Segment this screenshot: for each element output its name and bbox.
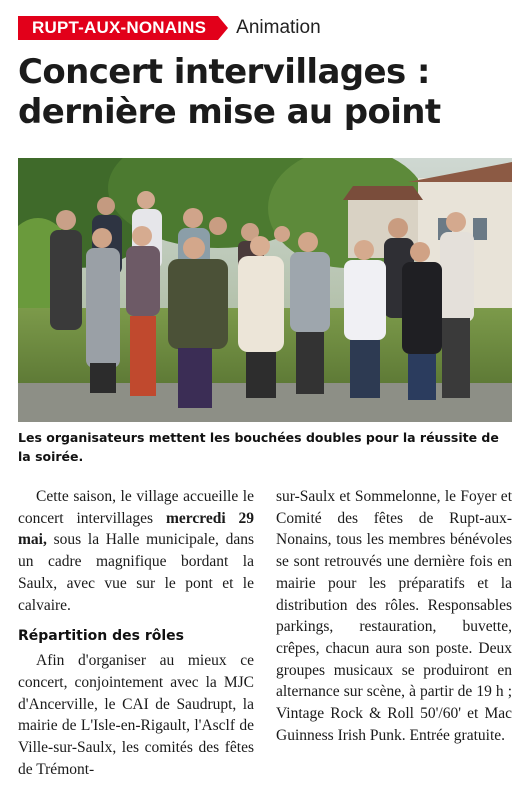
locality-tag: RUPT-AUX-NONAINS (18, 16, 218, 40)
kicker (18, 16, 321, 40)
subheading: Répartition des rôles (18, 628, 184, 645)
group-photo (18, 158, 512, 422)
headline-line-2: dernière mise au point (18, 92, 441, 132)
article-column-2 (276, 486, 512, 746)
article-paragraph-2: Afin d'organiser au mieux ce concert, conjointement avec la MJC d'Ancerville, le CAI de Saudrupt, la mairie de L'Isle-en-Rigault, l'Asclf de Ville-sur-Saulx, les comités des fêtes de Trémont- (18, 652, 254, 778)
photo-caption: Les organisateurs mettent les bouchées doubles pour la réussite de la soirée. (18, 430, 499, 464)
paragraph-1-text-b: sous la Halle municipale, dans un cadre magnifique bordant la Saulx, avec vue sur le pont et le calvaire. (18, 531, 254, 614)
paragraph-1-date: mercredi 29 mai, (18, 509, 254, 549)
rubric-label: Animation (236, 17, 321, 38)
article-paragraph-2-continued: sur-Saulx et Sommelonne, le Foyer et Comité des fêtes de Rupt-aux-Nonains, tous les membres bénévoles se sont retrouvés une dernière fois en mairie pour les préparatifs et la distribution des rôles. Responsables parkings, restauration, buvette, crêpes, chacun aura son poste. Deux groupes musicaux se produiront en alternance sur scène, à partir de 19 h ; Vintage Rock & Roll 50'/60' et Mac Guinness Irish Punk. Entrée gratuite. (276, 488, 512, 744)
headline-line-1: Concert intervillages : (18, 52, 430, 92)
group-photo-illustration (18, 158, 512, 422)
article-column-1 (18, 486, 254, 780)
headline (18, 52, 518, 132)
article-paragraph-1 (18, 486, 254, 616)
paragraph-1-text-a: Cette saison, le village accueille le concert intervillages (18, 488, 254, 527)
